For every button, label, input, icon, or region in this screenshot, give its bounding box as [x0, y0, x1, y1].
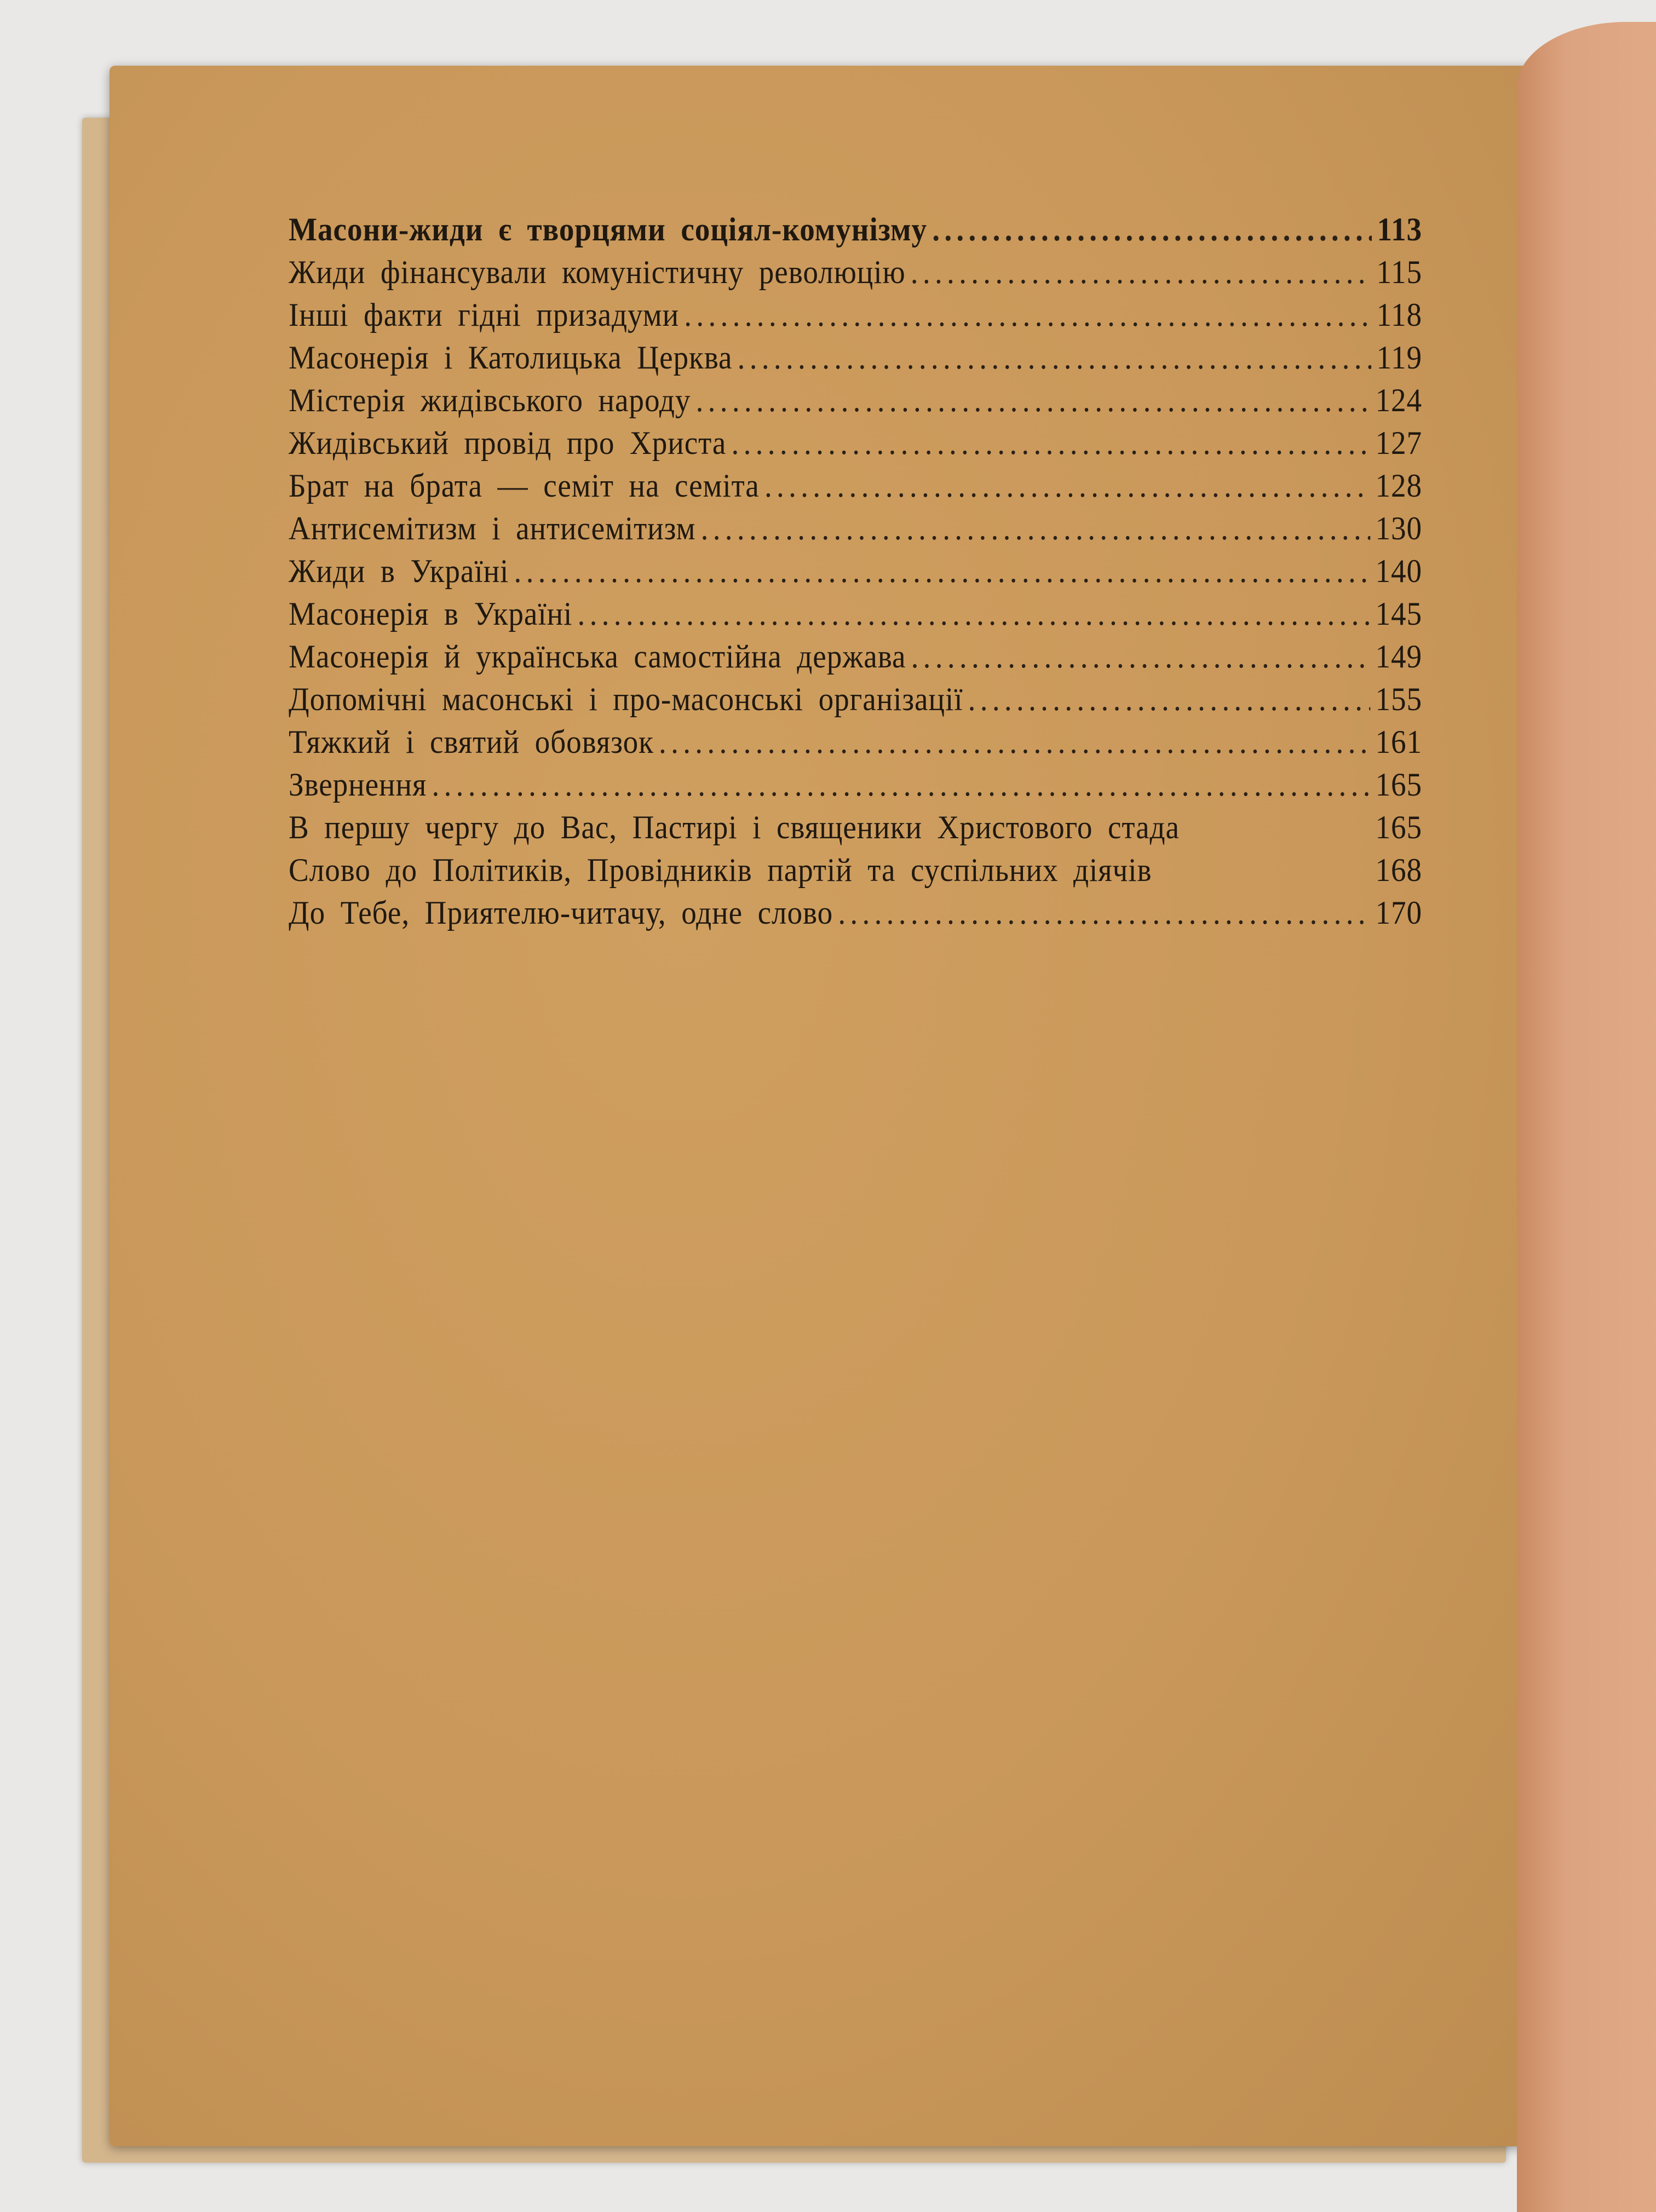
facing-page — [1517, 22, 1656, 2212]
toc-entry-page: 124 — [1375, 382, 1422, 418]
toc-entry-page: 149 — [1375, 638, 1422, 675]
dot-leader — [701, 510, 1371, 548]
toc-entry — [289, 510, 1422, 552]
toc-entry-page: 170 — [1375, 895, 1422, 931]
toc-entry-title: Масонерія в Україні — [289, 596, 573, 632]
toc-entry — [289, 296, 1422, 339]
table-of-contents — [289, 211, 1422, 937]
toc-entry-page: 127 — [1375, 425, 1422, 461]
toc-entry — [289, 681, 1422, 723]
dot-leader — [578, 595, 1371, 633]
toc-entry-title: В першу чергу до Вас, Пастирі і священики Христового стада — [289, 809, 1180, 845]
toc-entry — [289, 254, 1422, 296]
toc-entry-page: 128 — [1375, 468, 1422, 504]
toc-entry-page: 140 — [1375, 553, 1422, 589]
dot-leader — [838, 894, 1370, 932]
toc-entry-page: 165 — [1375, 809, 1422, 845]
toc-entry — [289, 638, 1422, 681]
dot-leader — [968, 681, 1371, 718]
toc-entry-title: Брат на брата — семіт на семіта — [289, 468, 760, 504]
toc-entry-page: 119 — [1376, 339, 1422, 376]
dot-leader — [911, 254, 1371, 291]
toc-entry-title: Масони-жиди є творцями соціял-комунізму — [289, 211, 928, 247]
toc-entry — [289, 894, 1422, 937]
toc-entry-title: Масонерія і Католицька Церква — [289, 339, 733, 376]
toc-entry-title: Жиди фінансували комуністичну революцію — [289, 254, 906, 290]
toc-entry-title: Жидівський провід про Христа — [289, 425, 727, 461]
dot-leader — [732, 424, 1371, 462]
toc-entry — [289, 552, 1422, 595]
toc-entry-title: Тяжкий і святий обовязок — [289, 724, 654, 760]
toc-entry-title: Слово до Політиків, Провідників партій та суспільних діячів — [289, 852, 1152, 888]
toc-entry — [289, 851, 1422, 894]
toc-entry — [289, 595, 1422, 638]
dot-leader — [696, 382, 1371, 419]
toc-entry — [289, 467, 1422, 510]
toc-entry-title: Звернення — [289, 767, 427, 803]
toc-entry-page: 115 — [1376, 254, 1422, 290]
toc-entry-title: До Тебе, Приятелю-читачу, одне слово — [289, 895, 833, 931]
toc-entry-title: Інші факти гідні призадуми — [289, 297, 680, 333]
dot-leader — [932, 211, 1372, 249]
toc-entry-page: 161 — [1375, 724, 1422, 760]
toc-entry-title: Антисемітизм і антисемітизм — [289, 510, 696, 546]
dot-leader — [659, 723, 1370, 761]
toc-entry — [289, 766, 1422, 809]
toc-entry-page: 118 — [1376, 297, 1422, 333]
toc-entry-page: 145 — [1375, 596, 1422, 632]
dot-leader — [514, 552, 1370, 590]
toc-entry-page: 168 — [1375, 852, 1422, 888]
toc-entry-title: Містерія жидівського народу — [289, 382, 691, 418]
dot-leader — [432, 766, 1370, 804]
toc-entry — [289, 809, 1422, 851]
dot-leader — [764, 467, 1370, 505]
toc-entry-page: 165 — [1375, 767, 1422, 803]
toc-entry-title: Жиди в Україні — [289, 553, 509, 589]
toc-entry — [289, 211, 1422, 254]
toc-entry-page: 130 — [1375, 510, 1422, 546]
toc-entry — [289, 382, 1422, 424]
dot-leader — [738, 339, 1372, 377]
dot-leader — [684, 296, 1371, 334]
toc-entry-title: Допомічні масонські і про-масонські організації — [289, 681, 963, 717]
dot-leader — [911, 638, 1371, 676]
toc-entry — [289, 339, 1422, 382]
toc-entry-page: 113 — [1377, 211, 1422, 247]
toc-entry — [289, 723, 1422, 766]
toc-entry — [289, 424, 1422, 467]
toc-entry-page: 155 — [1375, 681, 1422, 717]
toc-entry-title: Масонерія й українська самостійна держава — [289, 638, 906, 675]
